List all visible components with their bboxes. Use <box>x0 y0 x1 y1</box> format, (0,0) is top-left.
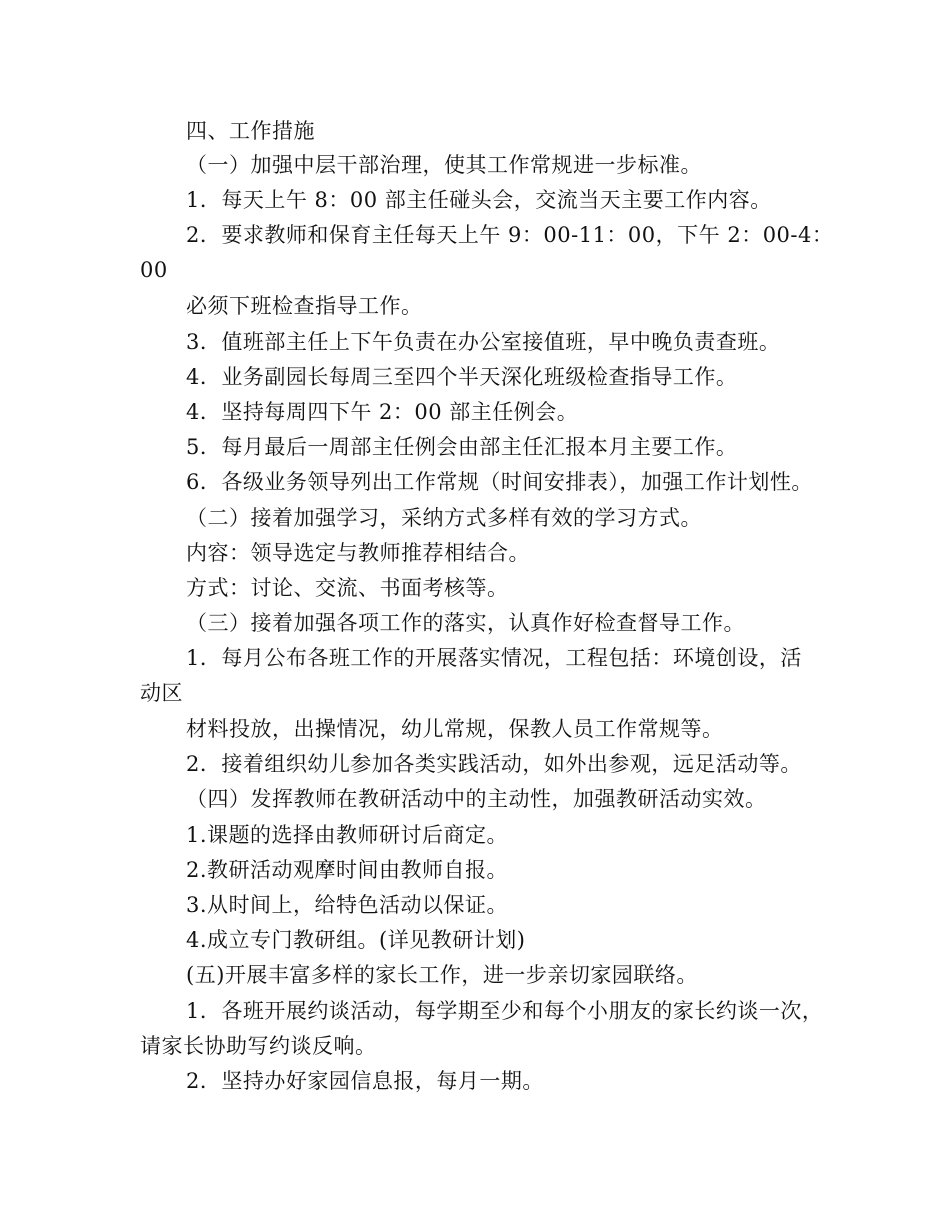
paragraph-line: 3．值班部主任上下午负责在办公室接值班，早中晚负责查班。 <box>186 330 781 354</box>
paragraph-line: 必须下班检查指导工作。 <box>186 294 423 318</box>
paragraph-line: 2.教研活动观摩时间由教师自报。 <box>186 858 509 882</box>
paragraph-line: 1．每天上午 8：00 部主任碰头会，交流当天主要工作内容。 <box>186 188 772 212</box>
paragraph-line: 2．坚持办好家园信息报，每月一期。 <box>186 1069 544 1093</box>
paragraph-line: 00 <box>140 258 168 282</box>
paragraph-line: 2．要求教师和保育主任每天上午 9：00-11：00，下午 2：00-4： <box>186 223 834 247</box>
subsection-heading: （一）加强中层干部治理，使其工作常规进一步标准。 <box>186 153 702 177</box>
paragraph-line: 4.成立专门教研组。(详见教研计划) <box>186 928 526 952</box>
paragraph-line: 4．坚持每周四下午 2：00 部主任例会。 <box>186 400 579 424</box>
subsection-heading: (五)开展丰富多样的家长工作，进一步亲切家园联络。 <box>186 963 698 987</box>
paragraph-line: 4．业务副园长每周三至四个半天深化班级检查指导工作。 <box>186 365 738 389</box>
paragraph-line: 方式：讨论、交流、书面考核等。 <box>186 576 509 600</box>
subsection-heading: （二）接着加强学习，采纳方式多样有效的学习方式。 <box>186 506 702 530</box>
subsection-heading: （三）接着加强各项工作的落实，认真作好检查督导工作。 <box>186 611 745 635</box>
paragraph-line: 1．每月公布各班工作的开展落实情况，工程包括：环境创设，活 <box>186 646 802 670</box>
section-heading: 四、工作措施 <box>186 119 315 143</box>
paragraph-line: 内容：领导选定与教师推荐相结合。 <box>186 541 530 565</box>
paragraph-line: 3.从时间上，给特色活动以保证。 <box>186 893 509 917</box>
paragraph-line: 动区 <box>140 681 183 705</box>
subsection-heading: （四）发挥教师在教研活动中的主动性，加强教研活动实效。 <box>186 787 767 811</box>
paragraph-line: 6．各级业务领导列出工作常规（时间安排表），加强工作计划性。 <box>186 470 813 494</box>
paragraph-line: 1.课题的选择由教师研讨后商定。 <box>186 823 509 847</box>
paragraph-line: 5．每月最后一周部主任例会由部主任汇报本月主要工作。 <box>186 435 738 459</box>
paragraph-line: 2．接着组织幼儿参加各类实践活动，如外出参观，远足活动等。 <box>186 752 802 776</box>
paragraph-line: 1．各班开展约谈活动，每学期至少和每个小朋友的家长约谈一次， <box>186 999 824 1023</box>
paragraph-line: 材料投放，出操情况，幼儿常规，保教人员工作常规等。 <box>186 717 724 741</box>
paragraph-line: 请家长协助写约谈反响。 <box>140 1034 377 1058</box>
